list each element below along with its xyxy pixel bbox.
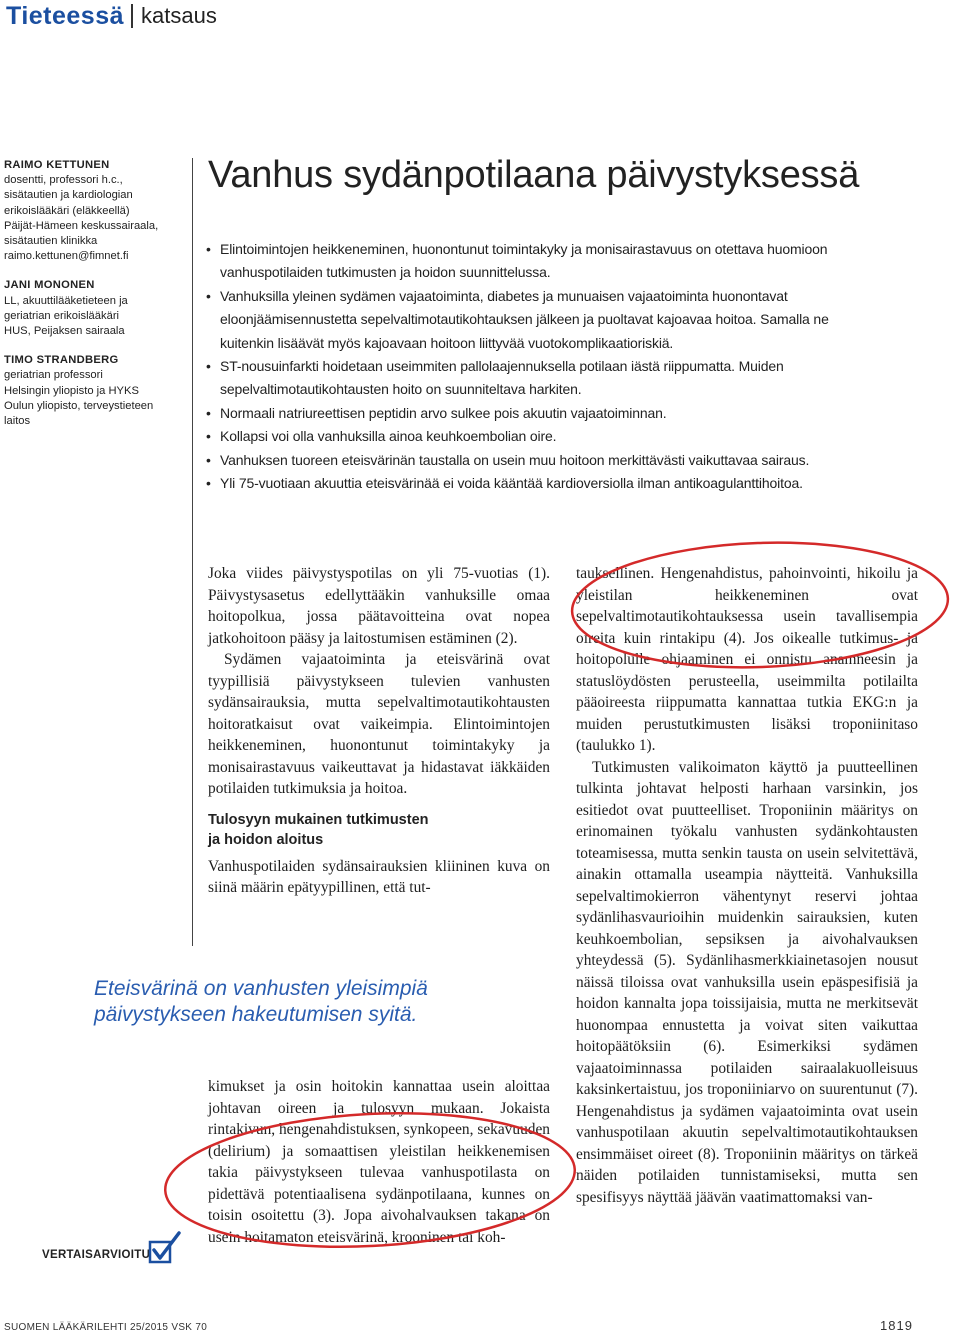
- author-affiliation-line: sisätautien ja kardiologian: [4, 189, 133, 202]
- body-paragraph: kimukset ja osin hoitokin kannattaa usein aloittaa johtavan oireen ja tulosyyn mukaan. Jokaista rintakivun, hengenahdistuksen, synkopeen, sekavuuden (delirium) ja somaattisen yleistilan heikkenemisen takia päivystykseen tulevaa vanhuspotilasta on pidettävä potentiaalisena sydänpotilaana, kunnes on toisin osoitettu (3). Jopa aivohalvauksen takana on usein hoitamaton eteisvärinä, krooninen tai koh-: [208, 1078, 550, 1246]
- key-points-list: [206, 238, 866, 495]
- section-label: Tieteessä: [6, 2, 125, 30]
- author-name: RAIMO KETTUNEN: [4, 159, 110, 171]
- body-paragraph: Sydämen vajaatoiminta ja eteisvärinä ovat tyypillisiä päivystykseen tulevien vanhusten sydänsairauksia, mutta sepelvaltimotautikohtausten hoitoratkaisut ovat vaikeimpia. Elintoimintojen heikkeneminen, huonontunut toimintakyky ja monisairastavuus vaikeuttavat ja hidastavat iäkkäiden potilaiden tutkimuksia ja hoitoa.: [208, 651, 550, 797]
- author-affiliation-line: geriatrian professori: [4, 369, 103, 382]
- author-affiliation-line: Helsingin yliopisto ja HYKS: [4, 384, 139, 397]
- author-name: TIMO STRANDBERG: [4, 354, 119, 367]
- author-name: JANI MONONEN: [4, 279, 95, 292]
- body-paragraph: Joka viides päivystyspotilas on yli 75-vuotias (1). Päivystysasetus edellyttääkin vanhuksille omaa hoitopolkua, jossa päätavoitteina ovat nopea jatkohoitoon pääsy ja laitostumisen estäminen (2).: [208, 565, 550, 647]
- author-affiliation-line: laitos: [4, 415, 31, 428]
- key-point: • Kollapsi voi olla vanhuksilla ainoa keuhkoembolian oire.: [206, 425, 866, 448]
- body-column-left-upper: [208, 563, 550, 899]
- body-paragraph: Vanhuspotilaiden sydänsairauksien kliininen kuva on siinä määrin epätyypillinen, että tut-: [208, 857, 550, 896]
- author-block: [4, 353, 184, 429]
- peer-review-label: VERTAISARVIOITU: [42, 1249, 151, 1261]
- authors-column: [4, 158, 184, 443]
- footer-journal-info: SUOMEN LÄÄKÄRILEHTI 25/2015 VSK 70: [4, 1322, 208, 1333]
- checkbox-checked-icon: [148, 1230, 182, 1264]
- author-affiliation-line: Oulun yliopisto, terveystieteen: [4, 399, 154, 412]
- author-affiliation-line: dosentti, professori h.c.,: [4, 174, 123, 187]
- page-number: 1819: [880, 1318, 913, 1333]
- article-type-label: katsaus: [141, 3, 217, 28]
- author-affiliation-line: LL, akuuttilääketieteen ja: [4, 294, 128, 307]
- body-paragraph: tauksellinen. Hengenahdistus, pahoinvointi, hikoilu ja yleistilan heikkeneminen ovat sepelvaltimotautikohtauksessa usein tavallisempia oireita kuin rintakipu (4). Jos oikealle tutkimus- ja hoitopolulle ohjaaminen ei onnistu anamneesin ja statuslöydösten perusteella, useimmilta potilailta pääoireesta riippumatta kannattaa tutkia EKG:n ja muiden perustutkimusten lisäksi troponiinitaso (taulukko 1).: [576, 565, 918, 754]
- author-email[interactable]: raimo.kettunen@fimnet.fi: [4, 250, 129, 263]
- section-subheading: [208, 810, 550, 850]
- author-block: [4, 158, 184, 264]
- author-affiliation-line: sisätautien klinikka: [4, 235, 98, 248]
- body-column-right: [576, 563, 918, 1208]
- author-affiliation-line: HUS, Peijaksen sairaala: [4, 325, 125, 338]
- author-affiliation-line: erikoislääkäri (eläkkeellä): [4, 204, 130, 217]
- header-divider: [131, 4, 133, 28]
- key-point: • Elintoimintojen heikkeneminen, huonontunut toimintakyky ja monisairastavuus on otettava huomioon vanhuspotilaiden tutkimusten ja hoidon suunnittelussa.: [206, 238, 866, 285]
- article-title: Vanhus sydänpotilaana päivystyksessä: [208, 154, 860, 196]
- key-point: • Vanhuksen tuoreen eteisvärinän taustalla on usein muu hoitoon merkittävästi vaikuttavaa sairaus.: [206, 449, 866, 472]
- subheading-line: Tulosyyn mukainen tutkimusten: [208, 811, 429, 828]
- pull-quote: [94, 976, 514, 1028]
- key-point: • Vanhuksilla yleinen sydämen vajaatoiminta, diabetes ja munuaisen vajaatoiminta huonontavat eloonjäämisennustetta sepelvaltimotautikohtauksen jälkeen ja puoltavat kajoavaa hoitoa. Samalla ne kuitenkin lisäävät myös kajoavaan hoitoon liittyvää vuotokomplikaatioriskiä.: [206, 285, 866, 355]
- key-point: • Normaali natriureettisen peptidin arvo sulkee pois akuutin vajaatoiminnan.: [206, 402, 866, 425]
- author-affiliation-line: Päijät-Hämeen keskussairaala,: [4, 219, 159, 232]
- body-paragraph: Tutkimusten valikoimaton käyttö ja puutteellinen tulkinta johtavat helposti harhaan varsinkin, jos esitiedot ovat puutteelliset. Troponiinin määritys on erinomainen työkalu vanhusten sydänkohtausten toteamisessa, mutta senkin tausta on usein selvitettävä, ainakin ottamalla useampia näytteitä. Vanhuksilla sepelvaltimokierron vähentynyt reservi johtaa sydänlihasvaurioihin muidenkin sairauksien, kuten keuhkoembolian, sepsiksen ja aivohalvauksen yhteydessä (5). Sydänlihasmerkkiainetasojen nousut näissä tiloissa ovat vanhuksilla usein epäspesifisiä ja hoidon kannalta jopa toissijaisia, mutta ne merkitsevät huonompaa ennustetta ja voivat siten vaikuttaa hoitopäätöksiin (6). Esimerkiksi sydämen vajaatoiminnassa potilaiden sairaalakuolleisuus kaksinkertaistuu, jos troponiiniarvo on suurentunut (7). Hengenahdistus ja sydämen vajaatoiminta ovat usein vanhuspotilaan akuutin sepelvaltimotautikohtauksen ensimmäiset oireet (8). Troponiinin määritys on tärkeä näiden potilaiden tunnistamiseksi, mutta sen spesifisyys näyttää jäävän vaatimattomaksi van-: [576, 758, 918, 1206]
- author-block: [4, 278, 184, 339]
- pull-quote-line: päivystykseen hakeutumisen syitä.: [94, 1003, 418, 1026]
- key-point: • Yli 75-vuotiaan akuuttia eteisvärinää ei voida kääntää kardioversiolla ilman antikoagulanttihoitoa.: [206, 472, 866, 495]
- pull-quote-line: Eteisvärinä on vanhusten yleisimpiä: [94, 977, 428, 1000]
- author-affiliation-line: geriatrian erikoislääkäri: [4, 309, 120, 322]
- subheading-line: ja hoidon aloitus: [208, 831, 324, 848]
- body-column-left-lower: [208, 1076, 550, 1248]
- column-divider: [192, 158, 193, 946]
- key-point: • ST-nousuinfarkti hoidetaan useimmiten pallolaajennuksella potilaan iästä riippumatta. Muiden sepelvaltimotautikohtausten hoito on suunniteltava harkiten.: [206, 355, 866, 402]
